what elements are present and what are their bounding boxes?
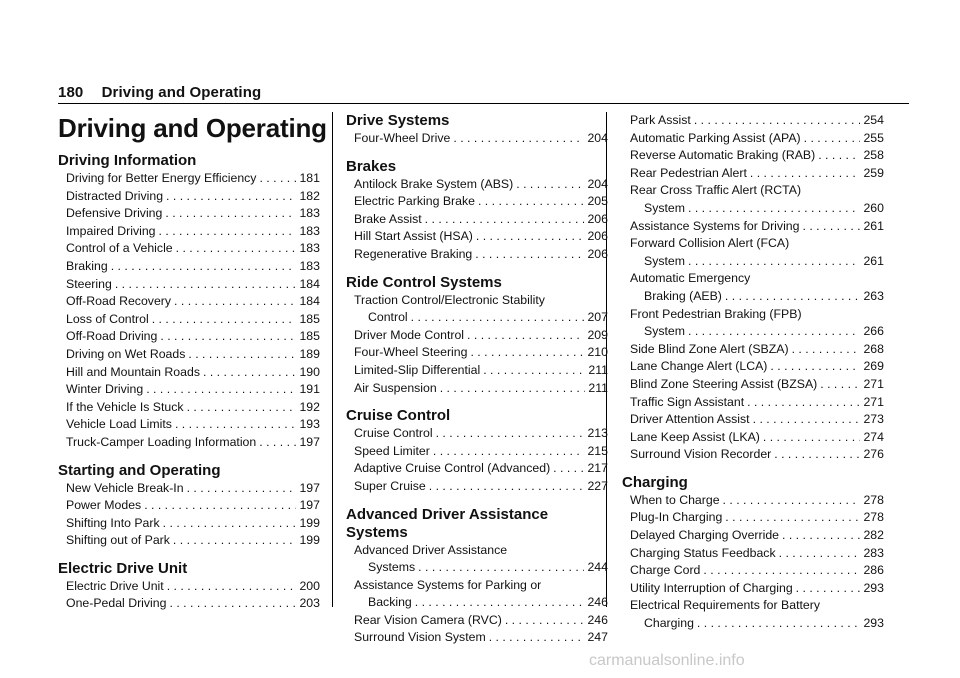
- dot-leader: [782, 527, 860, 545]
- toc-page-number: 192: [299, 399, 320, 414]
- toc-entry-title: Utility Interruption of Charging: [630, 580, 793, 595]
- toc-entry[interactable]: [58, 188, 320, 206]
- watermark: carmanualsonline.info: [589, 652, 745, 669]
- dot-leader: [187, 480, 297, 498]
- toc-page-number: 259: [863, 165, 884, 180]
- toc-entry-title: Backing: [368, 595, 412, 610]
- running-header: [58, 84, 261, 101]
- dot-leader: [187, 399, 297, 417]
- toc-entry-title: Assistance Systems for Parking or: [354, 577, 542, 592]
- toc-entry-title: Rear Pedestrian Alert: [630, 165, 747, 180]
- dot-leader: [688, 323, 860, 341]
- toc-entry[interactable]: [346, 228, 608, 246]
- dot-leader: [703, 562, 860, 580]
- toc-page-number: 286: [863, 563, 884, 578]
- dot-leader: [470, 344, 584, 362]
- toc-entry-title: Air Suspension: [354, 380, 437, 395]
- toc-section-heading: Charging: [622, 473, 688, 491]
- toc-entry-title: Charging Status Feedback: [630, 545, 776, 560]
- dot-leader: [796, 580, 861, 598]
- toc-entry[interactable]: [58, 434, 320, 452]
- dot-leader: [433, 443, 585, 461]
- toc-page-number: 197: [299, 480, 320, 495]
- toc-page-number: 197: [299, 434, 320, 449]
- toc-entry[interactable]: [622, 580, 884, 598]
- toc-entry[interactable]: [622, 130, 884, 148]
- toc-entry[interactable]: [346, 246, 608, 264]
- toc-entry-title: Hill Start Assist (HSA): [354, 229, 473, 244]
- toc-entry[interactable]: [622, 562, 884, 580]
- toc-entry-title: Vehicle Load Limits: [66, 417, 172, 432]
- toc-page-number: 189: [299, 346, 320, 361]
- toc-entry[interactable]: [346, 443, 608, 461]
- page-number: 180: [58, 84, 84, 101]
- toc-page-number: 260: [863, 200, 884, 215]
- toc-entry[interactable]: [622, 615, 884, 633]
- dot-leader: [483, 362, 585, 380]
- dot-leader: [478, 193, 585, 211]
- dot-leader: [259, 170, 296, 188]
- toc-entry[interactable]: [58, 381, 320, 399]
- dot-leader: [144, 497, 296, 515]
- dot-leader: [152, 311, 297, 329]
- toc-section-heading: Cruise Control: [346, 407, 451, 425]
- toc-page-number: 282: [863, 528, 884, 543]
- toc-entry[interactable]: [58, 170, 320, 188]
- toc-entry[interactable]: [622, 429, 884, 447]
- toc-page-number: 183: [299, 258, 320, 273]
- toc-entry-title: System: [644, 324, 685, 339]
- toc-page-number: 185: [299, 311, 320, 326]
- toc-entry[interactable]: [346, 629, 608, 647]
- toc-entry[interactable]: [346, 193, 608, 211]
- toc-page-number: 273: [863, 412, 884, 427]
- toc-page-number: 183: [299, 223, 320, 238]
- toc-entry-title: Surround Vision System: [354, 630, 486, 645]
- dot-leader: [115, 276, 297, 294]
- toc-entry-title: Driving for Better Energy Efficiency: [66, 171, 257, 185]
- dot-leader: [804, 130, 861, 148]
- dot-leader: [188, 346, 296, 364]
- dot-leader: [429, 478, 585, 496]
- column-divider: [332, 112, 333, 607]
- toc-page-number: 293: [863, 616, 884, 631]
- toc-page-number: 274: [863, 429, 884, 444]
- toc-entry-title: Distracted Driving: [66, 188, 164, 203]
- dot-leader: [694, 112, 861, 130]
- toc-entry-title: Adaptive Cruise Control (Advanced): [354, 461, 551, 476]
- toc-entry[interactable]: [622, 446, 884, 464]
- toc-entry-title: Automatic Emergency: [630, 271, 751, 286]
- toc-section-heading: Drive Systems: [346, 112, 450, 129]
- dot-leader: [476, 228, 585, 246]
- toc-entry-title: Super Cruise: [354, 478, 426, 493]
- toc-entry[interactable]: [58, 276, 320, 294]
- toc-entry[interactable]: [622, 358, 884, 376]
- toc-entry[interactable]: [622, 545, 884, 563]
- dot-leader: [174, 293, 296, 311]
- toc-entry-title: Braking: [66, 258, 108, 273]
- toc-page-number: 205: [587, 194, 608, 209]
- dot-leader: [160, 328, 296, 346]
- toc-page-number: 184: [299, 294, 320, 309]
- toc-entry-title: Blind Zone Steering Assist (BZSA): [630, 376, 818, 391]
- toc-entry-title: Off-Road Recovery: [66, 294, 172, 309]
- dot-leader: [688, 200, 860, 218]
- toc-entry[interactable]: [58, 595, 320, 613]
- header-rule: [58, 103, 909, 104]
- toc-entry[interactable]: [346, 309, 608, 327]
- toc-page-number: 278: [863, 510, 884, 525]
- toc-page-number: 217: [587, 461, 608, 476]
- toc-page-number: 283: [863, 545, 884, 560]
- toc-entry[interactable]: [58, 578, 320, 596]
- toc-entry-title: Hill and Mountain Roads: [66, 364, 200, 379]
- toc-entry[interactable]: [622, 492, 884, 510]
- toc-entry[interactable]: [622, 376, 884, 394]
- toc-entry-title: If the Vehicle Is Stuck: [66, 399, 184, 414]
- dot-leader: [750, 165, 861, 183]
- toc-entry[interactable]: [622, 394, 884, 412]
- toc-entry-title: Steering: [66, 276, 112, 291]
- dot-leader: [763, 429, 861, 447]
- toc-page-number: 211: [588, 380, 608, 395]
- toc-entry[interactable]: [346, 559, 608, 577]
- toc-entry-title: Advanced Driver Assistance: [354, 542, 508, 557]
- toc-page-number: 246: [587, 612, 608, 627]
- toc-entry-title: Loss of Control: [66, 311, 149, 326]
- toc-page-number: 276: [863, 447, 884, 462]
- dot-leader: [489, 629, 585, 647]
- toc-entry-title: Traffic Sign Assistant: [630, 394, 745, 409]
- toc-entry-title: Off-Road Driving: [66, 329, 158, 344]
- toc-entry[interactable]: [58, 515, 320, 533]
- toc-entry-title: Park Assist: [630, 113, 691, 127]
- dot-leader: [163, 515, 297, 533]
- toc-entry-title: System: [644, 253, 685, 268]
- toc-entry[interactable]: [58, 240, 320, 258]
- dot-leader: [753, 411, 861, 429]
- toc-entry-title: Rear Cross Traffic Alert (RCTA): [630, 183, 802, 198]
- dot-leader: [425, 211, 585, 229]
- toc-entry-title: Driver Attention Assist: [630, 412, 750, 427]
- dot-leader: [415, 594, 585, 612]
- toc-entry-title: Systems: [368, 560, 416, 575]
- toc-page-number: 271: [863, 394, 884, 409]
- toc-page-number: 227: [587, 478, 608, 493]
- dot-leader: [747, 394, 860, 412]
- dot-leader: [820, 376, 860, 394]
- toc-page-number: 206: [587, 229, 608, 244]
- dot-leader: [173, 532, 297, 550]
- toc-entry[interactable]: [58, 497, 320, 515]
- toc-page-number: 268: [863, 341, 884, 356]
- toc-entry[interactable]: [346, 460, 608, 478]
- dot-leader: [802, 218, 860, 236]
- toc-entry[interactable]: [58, 364, 320, 382]
- toc-page-number: 191: [299, 382, 320, 397]
- toc-page-number: 215: [587, 443, 608, 458]
- toc-page-number: 263: [863, 288, 884, 303]
- toc-section-heading: Advanced Driver Assistance Systems: [346, 505, 549, 541]
- toc-entry-title: Forward Collision Alert (FCA): [630, 236, 790, 251]
- toc-entry-title: Lane Change Alert (LCA): [630, 359, 768, 374]
- toc-page-number: 181: [299, 171, 320, 185]
- dot-leader: [176, 240, 297, 258]
- toc-entry-title: Traction Control/Electronic Stability: [354, 292, 545, 307]
- toc-entry[interactable]: [622, 112, 884, 130]
- toc-section-heading: Starting and Operating: [58, 461, 221, 479]
- dot-leader: [111, 258, 297, 276]
- toc-section-heading: Brakes: [346, 157, 397, 175]
- toc-section-heading: Electric Drive Unit: [58, 559, 188, 577]
- toc-page-number: 183: [299, 241, 320, 256]
- toc-page-number: 293: [863, 580, 884, 595]
- toc-entry[interactable]: [346, 176, 608, 194]
- toc-page-number: 213: [587, 426, 608, 441]
- dot-leader: [146, 381, 296, 399]
- toc-entry[interactable]: [58, 399, 320, 417]
- toc-page-number: 209: [587, 327, 608, 342]
- toc-entry-title: Impaired Driving: [66, 223, 156, 238]
- dot-leader: [723, 492, 861, 510]
- dot-leader: [792, 341, 861, 359]
- toc-entry-title: System: [644, 200, 685, 215]
- toc-page-number: 204: [587, 176, 608, 191]
- toc-entry-title: Driving on Wet Roads: [66, 346, 186, 361]
- toc-entry-title: Shifting Into Park: [66, 515, 160, 530]
- toc-entry[interactable]: [58, 311, 320, 329]
- dot-leader: [770, 358, 860, 376]
- toc-entry[interactable]: [622, 288, 884, 306]
- toc-entry-title: Speed Limiter: [354, 443, 430, 458]
- toc-entry-title: Assistance Systems for Driving: [630, 218, 800, 233]
- dot-leader: [467, 327, 584, 345]
- toc-entry-title: Charging: [644, 616, 694, 631]
- toc-page-number: 182: [299, 188, 320, 203]
- toc-entry[interactable]: [622, 323, 884, 341]
- dot-leader: [688, 253, 860, 271]
- toc-entry[interactable]: [346, 594, 608, 612]
- dot-leader: [697, 615, 861, 633]
- toc-entry-title: Automatic Parking Assist (APA): [630, 130, 801, 145]
- dot-leader: [505, 612, 585, 630]
- toc-page-number: 266: [863, 324, 884, 339]
- dot-leader: [166, 188, 296, 206]
- dot-leader: [818, 147, 860, 165]
- toc-page-number: 185: [299, 329, 320, 344]
- toc-page-number: 261: [863, 253, 884, 268]
- toc-entry[interactable]: [346, 344, 608, 362]
- toc-entry-title: Driver Mode Control: [354, 327, 465, 342]
- toc-entry[interactable]: [622, 509, 884, 527]
- dot-leader: [175, 416, 297, 434]
- toc-entry-title: Delayed Charging Override: [630, 528, 780, 543]
- toc-entry-title: Power Modes: [66, 498, 142, 513]
- dot-leader: [779, 545, 861, 563]
- header-section-title: Driving and Operating: [101, 84, 262, 101]
- toc-page-number: 258: [863, 148, 884, 163]
- toc-entry[interactable]: [622, 165, 884, 183]
- toc-page-number: 184: [299, 276, 320, 291]
- toc-entry-title: Defensive Driving: [66, 206, 163, 221]
- toc-entry[interactable]: [622, 200, 884, 218]
- toc-page-number: 200: [299, 578, 320, 593]
- toc-page-number: 199: [299, 515, 320, 530]
- toc-entry[interactable]: [346, 425, 608, 443]
- dot-leader: [475, 246, 584, 264]
- dot-leader: [453, 130, 584, 148]
- toc-entry[interactable]: [622, 411, 884, 429]
- toc-entry-title: Truck-Camper Loading Information: [66, 434, 257, 449]
- toc-page-number: 197: [299, 498, 320, 513]
- toc-entry[interactable]: [58, 205, 320, 223]
- toc-entry-title: Brake Assist: [354, 211, 422, 226]
- dot-leader: [167, 578, 297, 596]
- toc-entry-title: Electrical Requirements for Battery: [630, 598, 820, 613]
- toc-entry-title: Control of a Vehicle: [66, 241, 173, 256]
- toc-entry[interactable]: [58, 258, 320, 276]
- dot-leader: [440, 380, 586, 398]
- toc-entry-title: Reverse Automatic Braking (RAB): [630, 148, 816, 163]
- toc-page-number: 210: [587, 345, 608, 360]
- toc-entry[interactable]: [346, 612, 608, 630]
- toc-column-3: [622, 112, 884, 633]
- toc-entry[interactable]: [58, 532, 320, 550]
- toc-entry[interactable]: [346, 362, 608, 380]
- toc-entry-title: Four-Wheel Steering: [354, 345, 468, 360]
- toc-page-number: 254: [863, 113, 884, 127]
- toc-entry-title: Electric Drive Unit: [66, 578, 164, 593]
- toc-page-number: 247: [587, 630, 608, 645]
- toc-entry-title: Shifting out of Park: [66, 533, 170, 548]
- toc-entry-title: One-Pedal Driving: [66, 596, 167, 611]
- dot-leader: [516, 176, 584, 194]
- toc-entry[interactable]: [58, 223, 320, 241]
- dot-leader: [725, 509, 860, 527]
- toc-page-number: 193: [299, 417, 320, 432]
- toc-entry[interactable]: [58, 293, 320, 311]
- dot-leader: [774, 446, 860, 464]
- dot-leader: [418, 559, 584, 577]
- toc-entry-title: Winter Driving: [66, 382, 144, 397]
- toc-page-number: 183: [299, 206, 320, 221]
- toc-entry-title: Electric Parking Brake: [354, 194, 475, 209]
- toc-entry-title: Side Blind Zone Alert (SBZA): [630, 341, 789, 356]
- toc-page-number: 190: [299, 364, 320, 379]
- toc-entry-title: Rear Vision Camera (RVC): [354, 612, 502, 627]
- dot-leader: [203, 364, 296, 382]
- toc-column-1: [58, 152, 320, 613]
- toc-entry[interactable]: [346, 478, 608, 496]
- dot-leader: [159, 223, 297, 241]
- toc-page-number: 199: [299, 533, 320, 548]
- toc-section-heading: Ride Control Systems: [346, 273, 502, 291]
- toc-entry[interactable]: [346, 211, 608, 229]
- toc-page-number: 244: [587, 560, 608, 575]
- toc-entry[interactable]: [622, 218, 884, 236]
- toc-section-heading: Driving Information: [58, 152, 197, 169]
- toc-entry-title: Charge Cord: [630, 563, 701, 578]
- toc-page-number: 207: [587, 310, 608, 325]
- toc-page-number: 278: [863, 492, 884, 507]
- toc-page-number: 261: [863, 218, 884, 233]
- toc-entry[interactable]: [622, 527, 884, 545]
- toc-entry-title: Four-Wheel Drive: [354, 131, 451, 145]
- toc-page-number: 204: [587, 131, 608, 145]
- toc-entry-title: Lane Keep Assist (LKA): [630, 429, 760, 444]
- dot-leader: [259, 434, 296, 452]
- toc-entry[interactable]: [58, 480, 320, 498]
- toc-page-number: 246: [587, 595, 608, 610]
- toc-entry-title: New Vehicle Break-In: [66, 480, 184, 495]
- dot-leader: [165, 205, 296, 223]
- toc-page-number: 269: [863, 359, 884, 374]
- toc-entry-title: Surround Vision Recorder: [630, 447, 772, 462]
- toc-entry-title: Limited-Slip Differential: [354, 362, 481, 377]
- toc-page-number: 211: [588, 362, 608, 377]
- toc-entry-title: Regenerative Braking: [354, 246, 473, 261]
- toc-page-number: 255: [863, 130, 884, 145]
- toc-entry-title: Cruise Control: [354, 426, 433, 441]
- toc-entry-title: Front Pedestrian Braking (FPB): [630, 306, 802, 321]
- toc-entry[interactable]: [58, 328, 320, 346]
- toc-entry[interactable]: [622, 341, 884, 359]
- toc-entry[interactable]: [346, 327, 608, 345]
- toc-page-number: 206: [587, 246, 608, 261]
- toc-entry[interactable]: [58, 346, 320, 364]
- toc-entry-title: Braking (AEB): [644, 288, 722, 303]
- toc-entry-title: Control: [368, 310, 408, 325]
- dot-leader: [169, 595, 296, 613]
- dot-leader: [725, 288, 861, 306]
- page-title: Driving and Operating: [58, 113, 327, 143]
- toc-entry[interactable]: [622, 253, 884, 271]
- toc-entry-title: Antilock Brake System (ABS): [354, 176, 514, 191]
- toc-entry[interactable]: [346, 380, 608, 398]
- toc-entry-title: When to Charge: [630, 492, 720, 507]
- toc-column-2: [346, 112, 608, 647]
- dot-leader: [436, 425, 585, 443]
- dot-leader: [553, 460, 584, 478]
- toc-page-number: 206: [587, 211, 608, 226]
- toc-entry[interactable]: [346, 130, 608, 148]
- toc-entry[interactable]: [58, 416, 320, 434]
- toc-entry-title: Plug-In Charging: [630, 510, 723, 525]
- toc-entry[interactable]: [622, 147, 884, 165]
- dot-leader: [411, 309, 585, 327]
- toc-page-number: 203: [299, 596, 320, 611]
- toc-page-number: 271: [863, 376, 884, 391]
